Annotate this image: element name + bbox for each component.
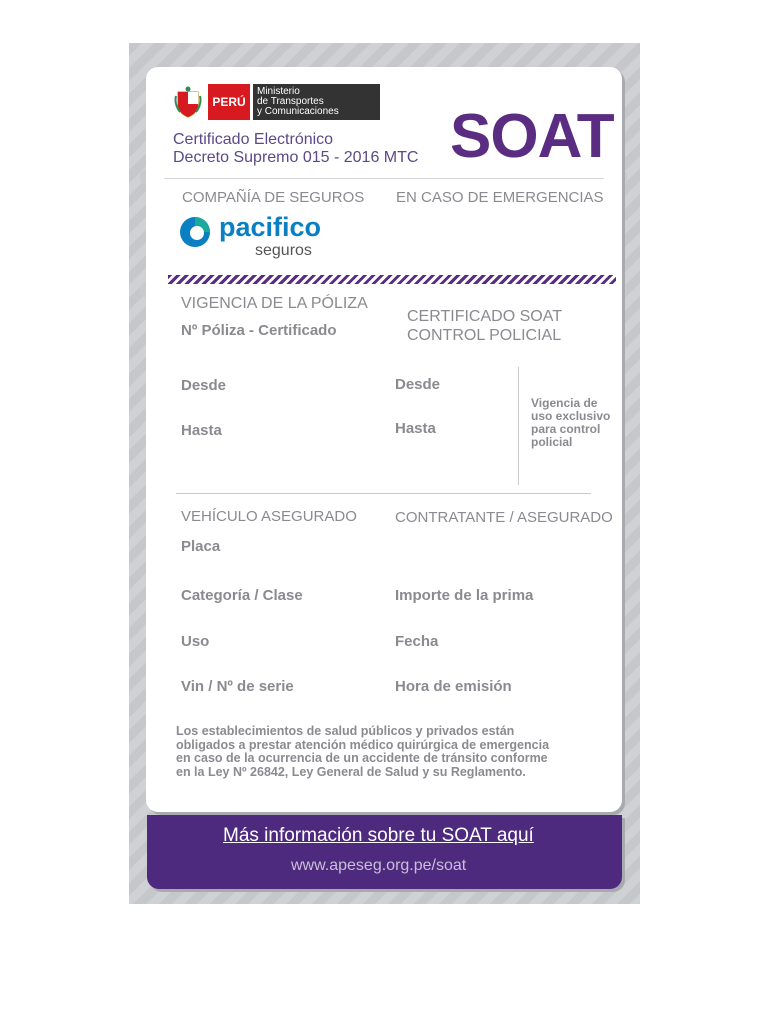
soat-title: SOAT (450, 102, 614, 171)
police-note-line-1: Vigencia de (531, 396, 598, 410)
coat-of-arms-icon (174, 86, 202, 118)
pacifico-seguros: seguros (255, 242, 312, 259)
police-cert-line-1: CERTIFICADO SOAT (407, 308, 562, 325)
ministry-line-1: Ministerio (257, 86, 300, 97)
pacifico-logo (179, 212, 329, 264)
issue-time-label: Hora de emisión (395, 678, 512, 695)
ministry-line-3: y Comunicaciones (257, 106, 339, 117)
from-right-label: Desde (395, 376, 441, 393)
ministry-line-2: de Transportes (257, 96, 324, 107)
soat-certificate-card (146, 67, 622, 812)
police-note (531, 397, 610, 449)
peru-label: PERÚ (208, 84, 250, 120)
police-vertical-divider (518, 367, 519, 485)
apeseg-url: www.apeseg.org.pe/soat (291, 857, 467, 874)
peru-government-logo (174, 84, 380, 120)
pacifico-name: pacifico (219, 212, 322, 242)
date-label: Fecha (395, 633, 439, 650)
header-divider (164, 178, 604, 179)
category-label: Categoría / Clase (181, 587, 303, 604)
policy-number-label: Nº Póliza - Certificado (181, 322, 337, 339)
legal-line-2: obligados a prestar atención médico quirúrgica de emergencia (176, 737, 550, 752)
ministry-label (253, 84, 380, 120)
police-note-line-4: policial (531, 435, 573, 449)
emergency-label: EN CASO DE EMERGENCIAS (396, 189, 604, 206)
vin-label: Vin / Nº de serie (181, 678, 294, 695)
to-right-label: Hasta (395, 420, 436, 437)
plate-label: Placa (181, 538, 221, 555)
decree-text: Decreto Supremo 015 - 2016 MTC (173, 149, 419, 166)
more-info-link[interactable]: Más información sobre tu SOAT aquí (223, 825, 534, 846)
police-cert-line-2: CONTROL POLICIAL (407, 327, 562, 344)
purple-hatched-divider (168, 275, 616, 284)
to-left-label: Hasta (181, 422, 222, 439)
vehicle-title: VEHÍCULO ASEGURADO (181, 508, 357, 525)
legal-line-3: en caso de la ocurrencia de un accidente de tránsito conforme (176, 751, 548, 765)
certificate-title: Certificado Electrónico (173, 131, 334, 148)
from-left-label: Desde (181, 377, 227, 394)
legal-notice (176, 725, 606, 779)
insurance-company-label: COMPAÑÍA DE SEGUROS (182, 189, 365, 206)
validity-title: VIGENCIA DE LA PÓLIZA (181, 295, 368, 312)
legal-line-4: en la Ley Nº 26842, Ley General de Salud y su Reglamento. (176, 764, 526, 779)
premium-label: Importe de la prima (395, 587, 534, 604)
more-info-banner (147, 815, 622, 889)
use-label: Uso (181, 633, 210, 650)
police-note-line-3: para control (531, 422, 601, 436)
pacifico-logo-icon (179, 216, 211, 253)
contractor-title: CONTRATANTE / ASEGURADO (395, 509, 613, 526)
section-divider (176, 493, 591, 494)
legal-line-1: Los establecimientos de salud públicos y privados están (176, 724, 515, 738)
police-note-line-2: uso exclusivo (531, 409, 611, 423)
